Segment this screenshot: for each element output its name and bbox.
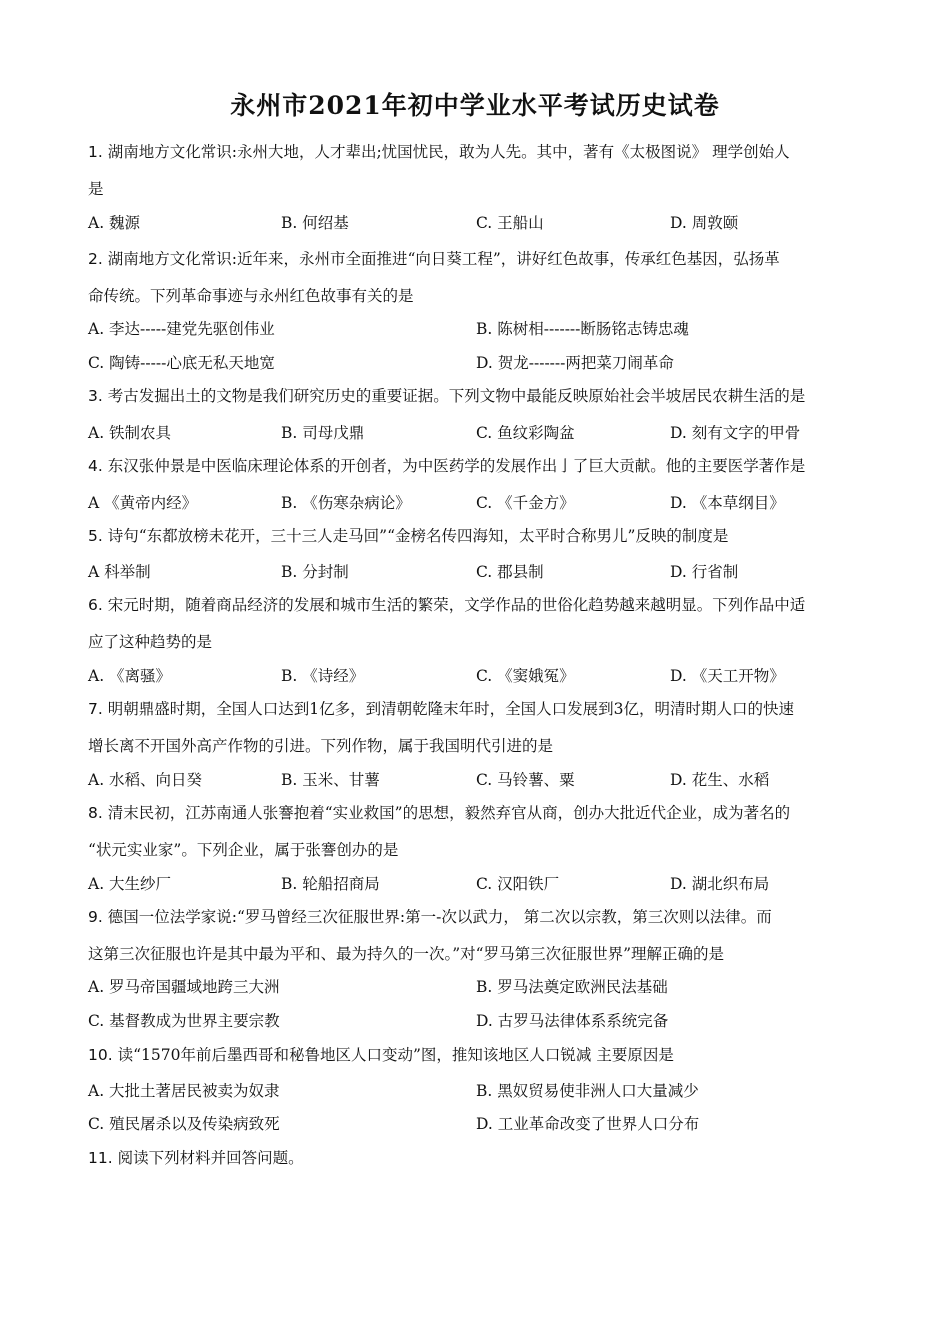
question-7 bbox=[88, 691, 868, 765]
option-d: D. 花生、水稻 bbox=[670, 771, 770, 789]
question-text: 命传统。下列革命事迹与永州红色故事有关的是 bbox=[88, 287, 414, 305]
option-a: A. 魏源 bbox=[88, 214, 141, 232]
question-text: 应了这种趋势的是 bbox=[88, 633, 213, 651]
question-text: 阅读下列材料并回答问题。 bbox=[117, 1149, 304, 1167]
options-row bbox=[88, 869, 868, 899]
question-text: 明朝鼎盛时期，全国人口达到1亿多，到清朝乾隆末年时，全国人口发展到3亿，明清时期人口的快速 bbox=[107, 700, 794, 718]
question-8 bbox=[88, 795, 868, 869]
options-row bbox=[88, 488, 868, 518]
question-5 bbox=[88, 518, 868, 555]
option-b: B. 轮船招商局 bbox=[281, 875, 380, 893]
option-a: A. 《离骚》 bbox=[88, 667, 172, 685]
option-c: C. 陶铸-----心底无私天地宽 bbox=[88, 354, 275, 372]
options-row bbox=[88, 1076, 868, 1106]
option-a: A 《黄帝内经》 bbox=[88, 494, 198, 512]
option-c: C. 鱼纹彩陶盆 bbox=[476, 424, 575, 442]
option-b: B. 玉米、甘薯 bbox=[281, 771, 380, 789]
option-d: D. 湖北织布局 bbox=[670, 875, 770, 893]
question-text: 湖南地方文化常识:近年来，永州市全面推进“向日葵工程”，讲好红色故事，传承红色基因，弘扬革 bbox=[107, 250, 780, 268]
options-row bbox=[88, 208, 868, 238]
question-number: 3. bbox=[88, 387, 103, 405]
question-1 bbox=[88, 134, 868, 208]
options-row bbox=[88, 348, 868, 378]
option-b: B. 《伤寒杂病论》 bbox=[281, 494, 411, 512]
option-a: A 科举制 bbox=[88, 563, 151, 581]
question-number: 4. bbox=[88, 457, 103, 475]
option-a: A. 罗马帝国疆域地跨三大洲 bbox=[88, 978, 280, 996]
option-a: A. 李达-----建党先驱创伟业 bbox=[88, 320, 275, 338]
option-d: D. 贺龙-------两把菜刀闹革命 bbox=[476, 354, 674, 372]
option-a: A. 水稻、向日癸 bbox=[88, 771, 203, 789]
options-row bbox=[88, 418, 868, 448]
option-d: D. 周敦颐 bbox=[670, 214, 739, 232]
option-c: C. 汉阳铁厂 bbox=[476, 875, 560, 893]
question-text: 宋元时期，随着商品经济的发展和城市生活的繁荣，文学作品的世俗化趋势越来越明显。下列作品中适 bbox=[107, 596, 806, 614]
option-b: B. 分封制 bbox=[281, 563, 349, 581]
question-text: 增长离不开国外高产作物的引进。下列作物，属于我国明代引进的是 bbox=[88, 737, 554, 755]
question-6 bbox=[88, 587, 868, 661]
question-number: 2. bbox=[88, 250, 103, 268]
question-number: 6. bbox=[88, 596, 103, 614]
question-text: “状元实业家”。下列企业，属于张謇创办的是 bbox=[88, 841, 399, 859]
option-c: C. 马铃薯、粟 bbox=[476, 771, 575, 789]
question-text: 德国一位法学家说:“罗马曾经三次征服世界:第一-次以武力， 第二次以宗教，第三次则以法律。而 bbox=[107, 908, 772, 926]
option-d: D. 《天工开物》 bbox=[670, 667, 785, 685]
option-a: A. 大生纱厂 bbox=[88, 875, 172, 893]
question-number: 7. bbox=[88, 700, 103, 718]
question-10 bbox=[88, 1037, 868, 1074]
question-text: 清末民初，江苏南通人张謇抱着“实业救国”的思想，毅然弃官从商，创办大批近代企业，成为著名的 bbox=[107, 804, 791, 822]
question-number: 1. bbox=[88, 143, 103, 161]
option-c: C. 基督教成为世界主要宗教 bbox=[88, 1012, 280, 1030]
option-b: B. 《诗经》 bbox=[281, 667, 365, 685]
options-row bbox=[88, 765, 868, 795]
question-text: 这第三次征服也许是其中最为平和、最为持久的一次。”对“罗马第三次征服世界”理解正确的是 bbox=[88, 945, 725, 963]
option-d: D. 刻有文字的甲骨 bbox=[670, 424, 801, 442]
option-b: B. 罗马法奠定欧洲民法基础 bbox=[476, 978, 668, 996]
option-b: B. 黑奴贸易使非洲人口大量减少 bbox=[476, 1082, 699, 1100]
options-row bbox=[88, 557, 868, 587]
question-number: 11. bbox=[88, 1149, 113, 1167]
options-row bbox=[88, 314, 868, 344]
option-d: D. 古罗马法律体系系统完备 bbox=[476, 1012, 669, 1030]
question-text: 考古发掘出土的文物是我们研究历史的重要证据。下列文物中最能反映原始社会半坡居民农耕生活的是 bbox=[107, 387, 806, 405]
question-number: 5. bbox=[88, 527, 103, 545]
option-a: A. 大批土著居民被卖为奴隶 bbox=[88, 1082, 280, 1100]
options-row bbox=[88, 1109, 868, 1139]
option-c: C. 王船山 bbox=[476, 214, 544, 232]
option-c: C. 《窦娥冤》 bbox=[476, 667, 575, 685]
options-row bbox=[88, 661, 868, 691]
page-title: 永州市2021年初中学业水平考试历史试卷 bbox=[230, 91, 720, 120]
question-number: 8. bbox=[88, 804, 103, 822]
question-9 bbox=[88, 899, 868, 973]
option-d: D. 行省制 bbox=[670, 563, 739, 581]
question-3 bbox=[88, 378, 868, 415]
options-row bbox=[88, 972, 868, 1002]
option-b: B. 陈树相-------断肠铭志铸忠魂 bbox=[476, 320, 689, 338]
question-2 bbox=[88, 241, 868, 315]
option-c: C. 《千金方》 bbox=[476, 494, 575, 512]
question-11 bbox=[88, 1140, 868, 1177]
option-a: A. 铁制农具 bbox=[88, 424, 172, 442]
question-text: 读“1570年前后墨西哥和秘鲁地区人口变动”图，推知该地区人口锐减 主要原因是 bbox=[117, 1046, 674, 1064]
question-text: 东汉张仲景是中医临床理论体系的开创者，为中医药学的发展作出亅了巨大贡献。他的主要医学著作是 bbox=[107, 457, 806, 475]
question-text: 湖南地方文化常识:永州大地，人才辈出;忧国忧民，敢为人先。其中，著有《太极图说》 理学创始人 bbox=[107, 143, 790, 161]
question-number: 10. bbox=[88, 1046, 113, 1064]
options-row bbox=[88, 1006, 868, 1036]
option-c: C. 郡县制 bbox=[476, 563, 544, 581]
option-c: C. 殖民屠杀以及传染病致死 bbox=[88, 1115, 280, 1133]
question-number: 9. bbox=[88, 908, 103, 926]
question-text: 是 bbox=[88, 180, 104, 198]
option-b: B. 何绍基 bbox=[281, 214, 349, 232]
question-text: 诗句“东都放榜未花开，三十三人走马回”“金榜名传四海知，太平时合称男儿”反映的制度是 bbox=[107, 527, 729, 545]
option-d: D. 工业革命改变了世界人口分布 bbox=[476, 1115, 700, 1133]
option-d: D. 《本草纲目》 bbox=[670, 494, 785, 512]
question-4 bbox=[88, 448, 868, 485]
option-b: B. 司母戊鼎 bbox=[281, 424, 365, 442]
